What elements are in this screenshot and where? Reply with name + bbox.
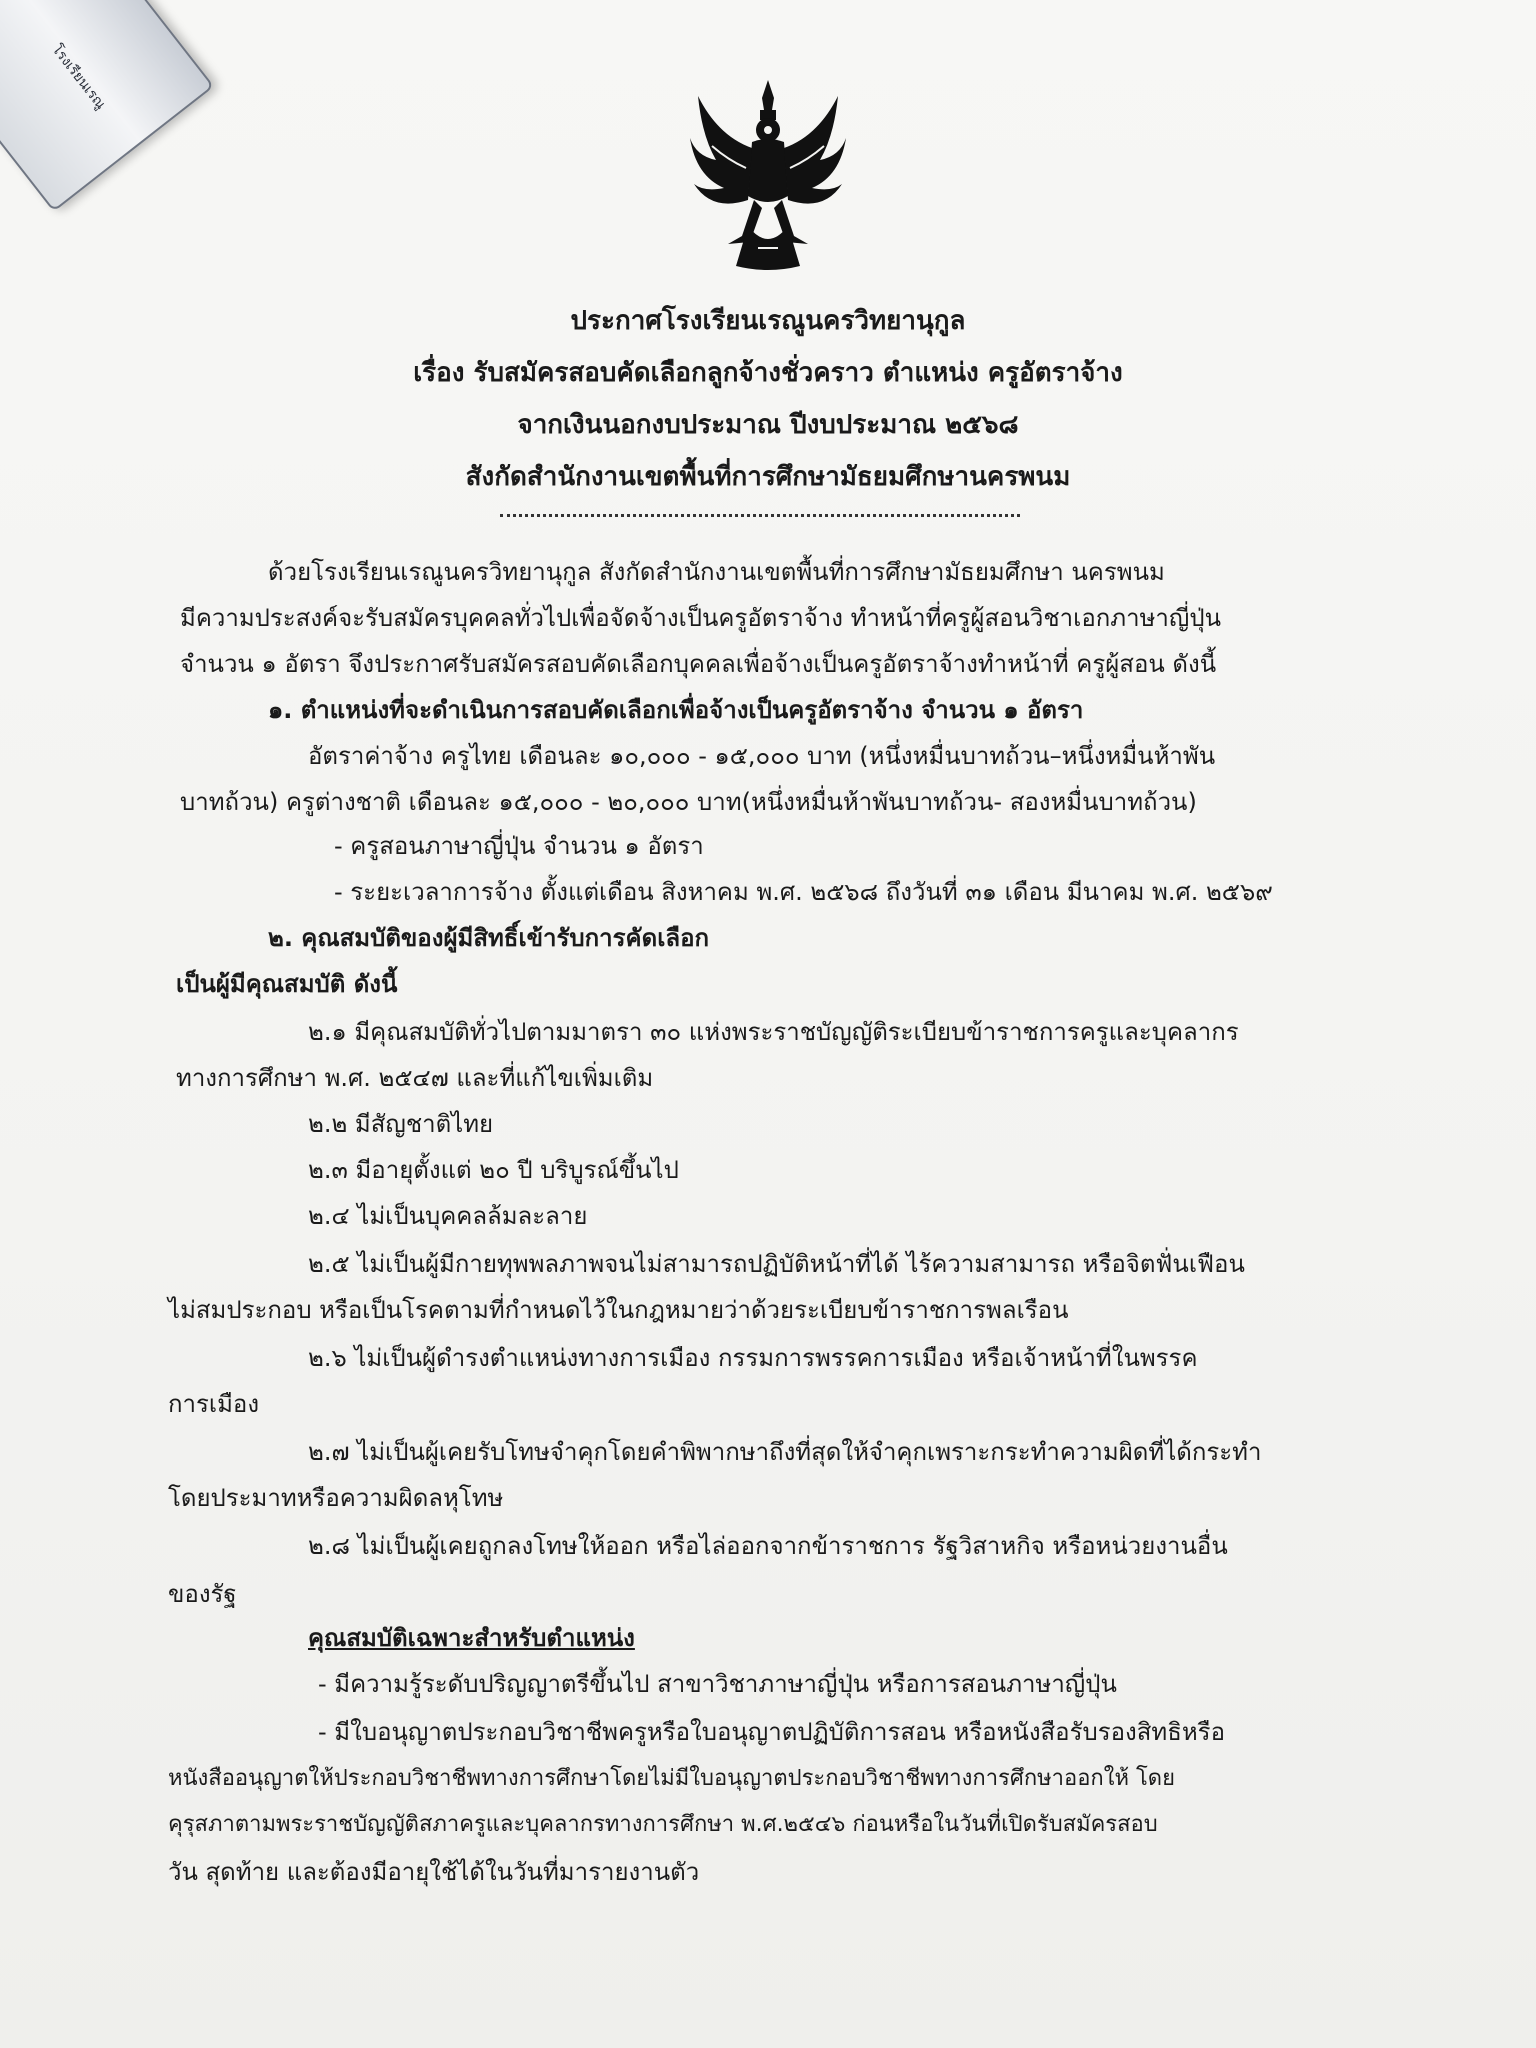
qualification-2-5-line-2: ไม่สมประกอบ หรือเป็นโรคตามที่กำหนดไว้ในกฎหมายว่าด้วยระเบียบข้าราชการพลเรือน xyxy=(168,1296,1069,1324)
specific-qualification-2-line-2: หนังสืออนุญาตให้ประกอบวิชาชีพทางการศึกษาโดยไม่มีใบอนุญาตประกอบวิชาชีพทางการศึกษาออกให้ โดย xyxy=(168,1766,1175,1791)
stamp-text: โรงเรียนเรณู xyxy=(48,41,109,113)
specific-qualification-2-line-1: - มีใบอนุญาตประกอบวิชาชีพครูหรือใบอนุญาตปฏิบัติการสอน หรือหนังสือรับรองสิทธิหรือ xyxy=(318,1718,1225,1746)
section-1-heading: ๑. ตำแหน่งที่จะดำเนินการสอบคัดเลือกเพื่อจ้างเป็นครูอัตราจ้าง จำนวน ๑ อัตรา xyxy=(268,696,1084,724)
specific-qualification-2-line-4: วัน สุดท้าย และต้องมีอายุใช้ได้ในวันที่มารายงานตัว xyxy=(168,1858,700,1886)
section-2-heading: ๒. คุณสมบัติของผู้มีสิทธิ์เข้ารับการคัดเลือก xyxy=(268,924,710,952)
intro-line-2: มีความประสงค์จะรับสมัครบุคคลทั่วไปเพื่อจัดจ้างเป็นครูอัตราจ้าง ทำหน้าที่ครูผู้สอนวิชาเอกภาษาญี่ปุ่น xyxy=(180,604,1221,632)
qualification-2-1-line-2: ทางการศึกษา พ.ศ. ๒๕๔๗ และที่แก้ไขเพิ่มเติม xyxy=(176,1064,654,1092)
title-divider xyxy=(500,514,1020,517)
qualification-2-2: ๒.๒ มีสัญชาติไทย xyxy=(308,1110,494,1138)
qualification-2-3: ๒.๓ มีอายุตั้งแต่ ๒๐ ปี บริบูรณ์ขึ้นไป xyxy=(308,1156,679,1184)
section-1-item-1: - ครูสอนภาษาญี่ปุ่น จำนวน ๑ อัตรา xyxy=(334,832,704,860)
qualification-2-7-line-2: โดยประมาทหรือความผิดลหุโทษ xyxy=(168,1484,504,1512)
qualification-2-8-line-2: ของรัฐ xyxy=(168,1580,237,1608)
qualification-2-1-line-1: ๒.๑ มีคุณสมบัติทั่วไปตามมาตรา ๓๐ แห่งพระราชบัญญัติระเบียบข้าราชการครูและบุคลากร xyxy=(308,1018,1239,1046)
qualification-2-8-line-1: ๒.๘ ไม่เป็นผู้เคยถูกลงโทษให้ออก หรือไล่ออกจากข้าราชการ รัฐวิสาหกิจ หรือหน่วยงานอื่น xyxy=(308,1532,1228,1560)
specific-qualification-1: - มีความรู้ระดับปริญญาตรีขึ้นไป สาขาวิชาภาษาญี่ปุ่น หรือการสอนภาษาญี่ปุ่น xyxy=(318,1670,1117,1698)
specific-qualification-2-line-3: คุรุสภาตามพระราชบัญญัติสภาครูและบุคลากรทางการศึกษา พ.ศ.๒๕๔๖ ก่อนหรือในวันที่เปิดรับสมัครสอบ xyxy=(168,1812,1158,1837)
title-line-3: จากเงินนอกงบประมาณ ปีงบประมาณ ๒๕๖๘ xyxy=(517,410,1019,440)
specific-qualifications-heading: คุณสมบัติเฉพาะสำหรับตำแหน่ง xyxy=(308,1624,635,1652)
title-line-1: ประกาศโรงเรียนเรณูนครวิทยานุกูล xyxy=(570,306,966,336)
corner-stamp xyxy=(0,0,214,212)
intro-line-1: ด้วยโรงเรียนเรณูนครวิทยานุกูล สังกัดสำนักงานเขตพื้นที่การศึกษามัธยมศึกษา นครพนม xyxy=(268,558,1165,586)
qualification-2-4: ๒.๔ ไม่เป็นบุคคลล้มละลาย xyxy=(308,1202,588,1230)
section-2-subheading: เป็นผู้มีคุณสมบัติ ดังนี้ xyxy=(176,970,398,998)
qualification-2-6-line-1: ๒.๖ ไม่เป็นผู้ดำรงตำแหน่งทางการเมือง กรรมการพรรคการเมือง หรือเจ้าหน้าที่ในพรรค xyxy=(308,1344,1198,1372)
intro-line-3: จำนวน ๑ อัตรา จึงประกาศรับสมัครสอบคัดเลือกบุคคลเพื่อจ้างเป็นครูอัตราจ้างทำหน้าที่ ครูผู้สอน ดังนี้ xyxy=(180,650,1217,678)
qualification-2-7-line-1: ๒.๗ ไม่เป็นผู้เคยรับโทษจำคุกโดยคำพิพากษาถึงที่สุดให้จำคุกเพราะกระทำความผิดที่ได้กระทำ xyxy=(308,1438,1262,1466)
wage-line-1: อัตราค่าจ้าง ครูไทย เดือนละ ๑๐,๐๐๐ - ๑๕,๐๐๐ บาท (หนึ่งหมื่นบาทถ้วน–หนึ่งหมื่นห้าพัน xyxy=(308,742,1216,770)
qualification-2-6-line-2: การเมือง xyxy=(168,1390,260,1418)
title-line-2: เรื่อง รับสมัครสอบคัดเลือกลูกจ้างชั่วคราว ตำแหน่ง ครูอัตราจ้าง xyxy=(413,358,1123,388)
title-line-4: สังกัดสำนักงานเขตพื้นที่การศึกษามัธยมศึกษานครพนม xyxy=(465,462,1071,492)
wage-line-2: บาทถ้วน) ครูต่างชาติ เดือนละ ๑๕,๐๐๐ - ๒๐,๐๐๐ บาท(หนึ่งหมื่นห้าพันบาทถ้วน- สองหมื่นบาทถ้วน) xyxy=(180,788,1197,816)
garuda-emblem-icon xyxy=(688,76,848,274)
section-1-item-2: - ระยะเวลาการจ้าง ตั้งแต่เดือน สิงหาคม พ.ศ. ๒๕๖๘ ถึงวันที่ ๓๑ เดือน มีนาคม พ.ศ. ๒๕๖๙ xyxy=(334,878,1273,906)
qualification-2-5-line-1: ๒.๕ ไม่เป็นผู้มีกายทุพพลภาพจนไม่สามารถปฏิบัติหน้าที่ได้ ไร้ความสามารถ หรือจิตฟั่นเฟือน xyxy=(308,1250,1245,1278)
